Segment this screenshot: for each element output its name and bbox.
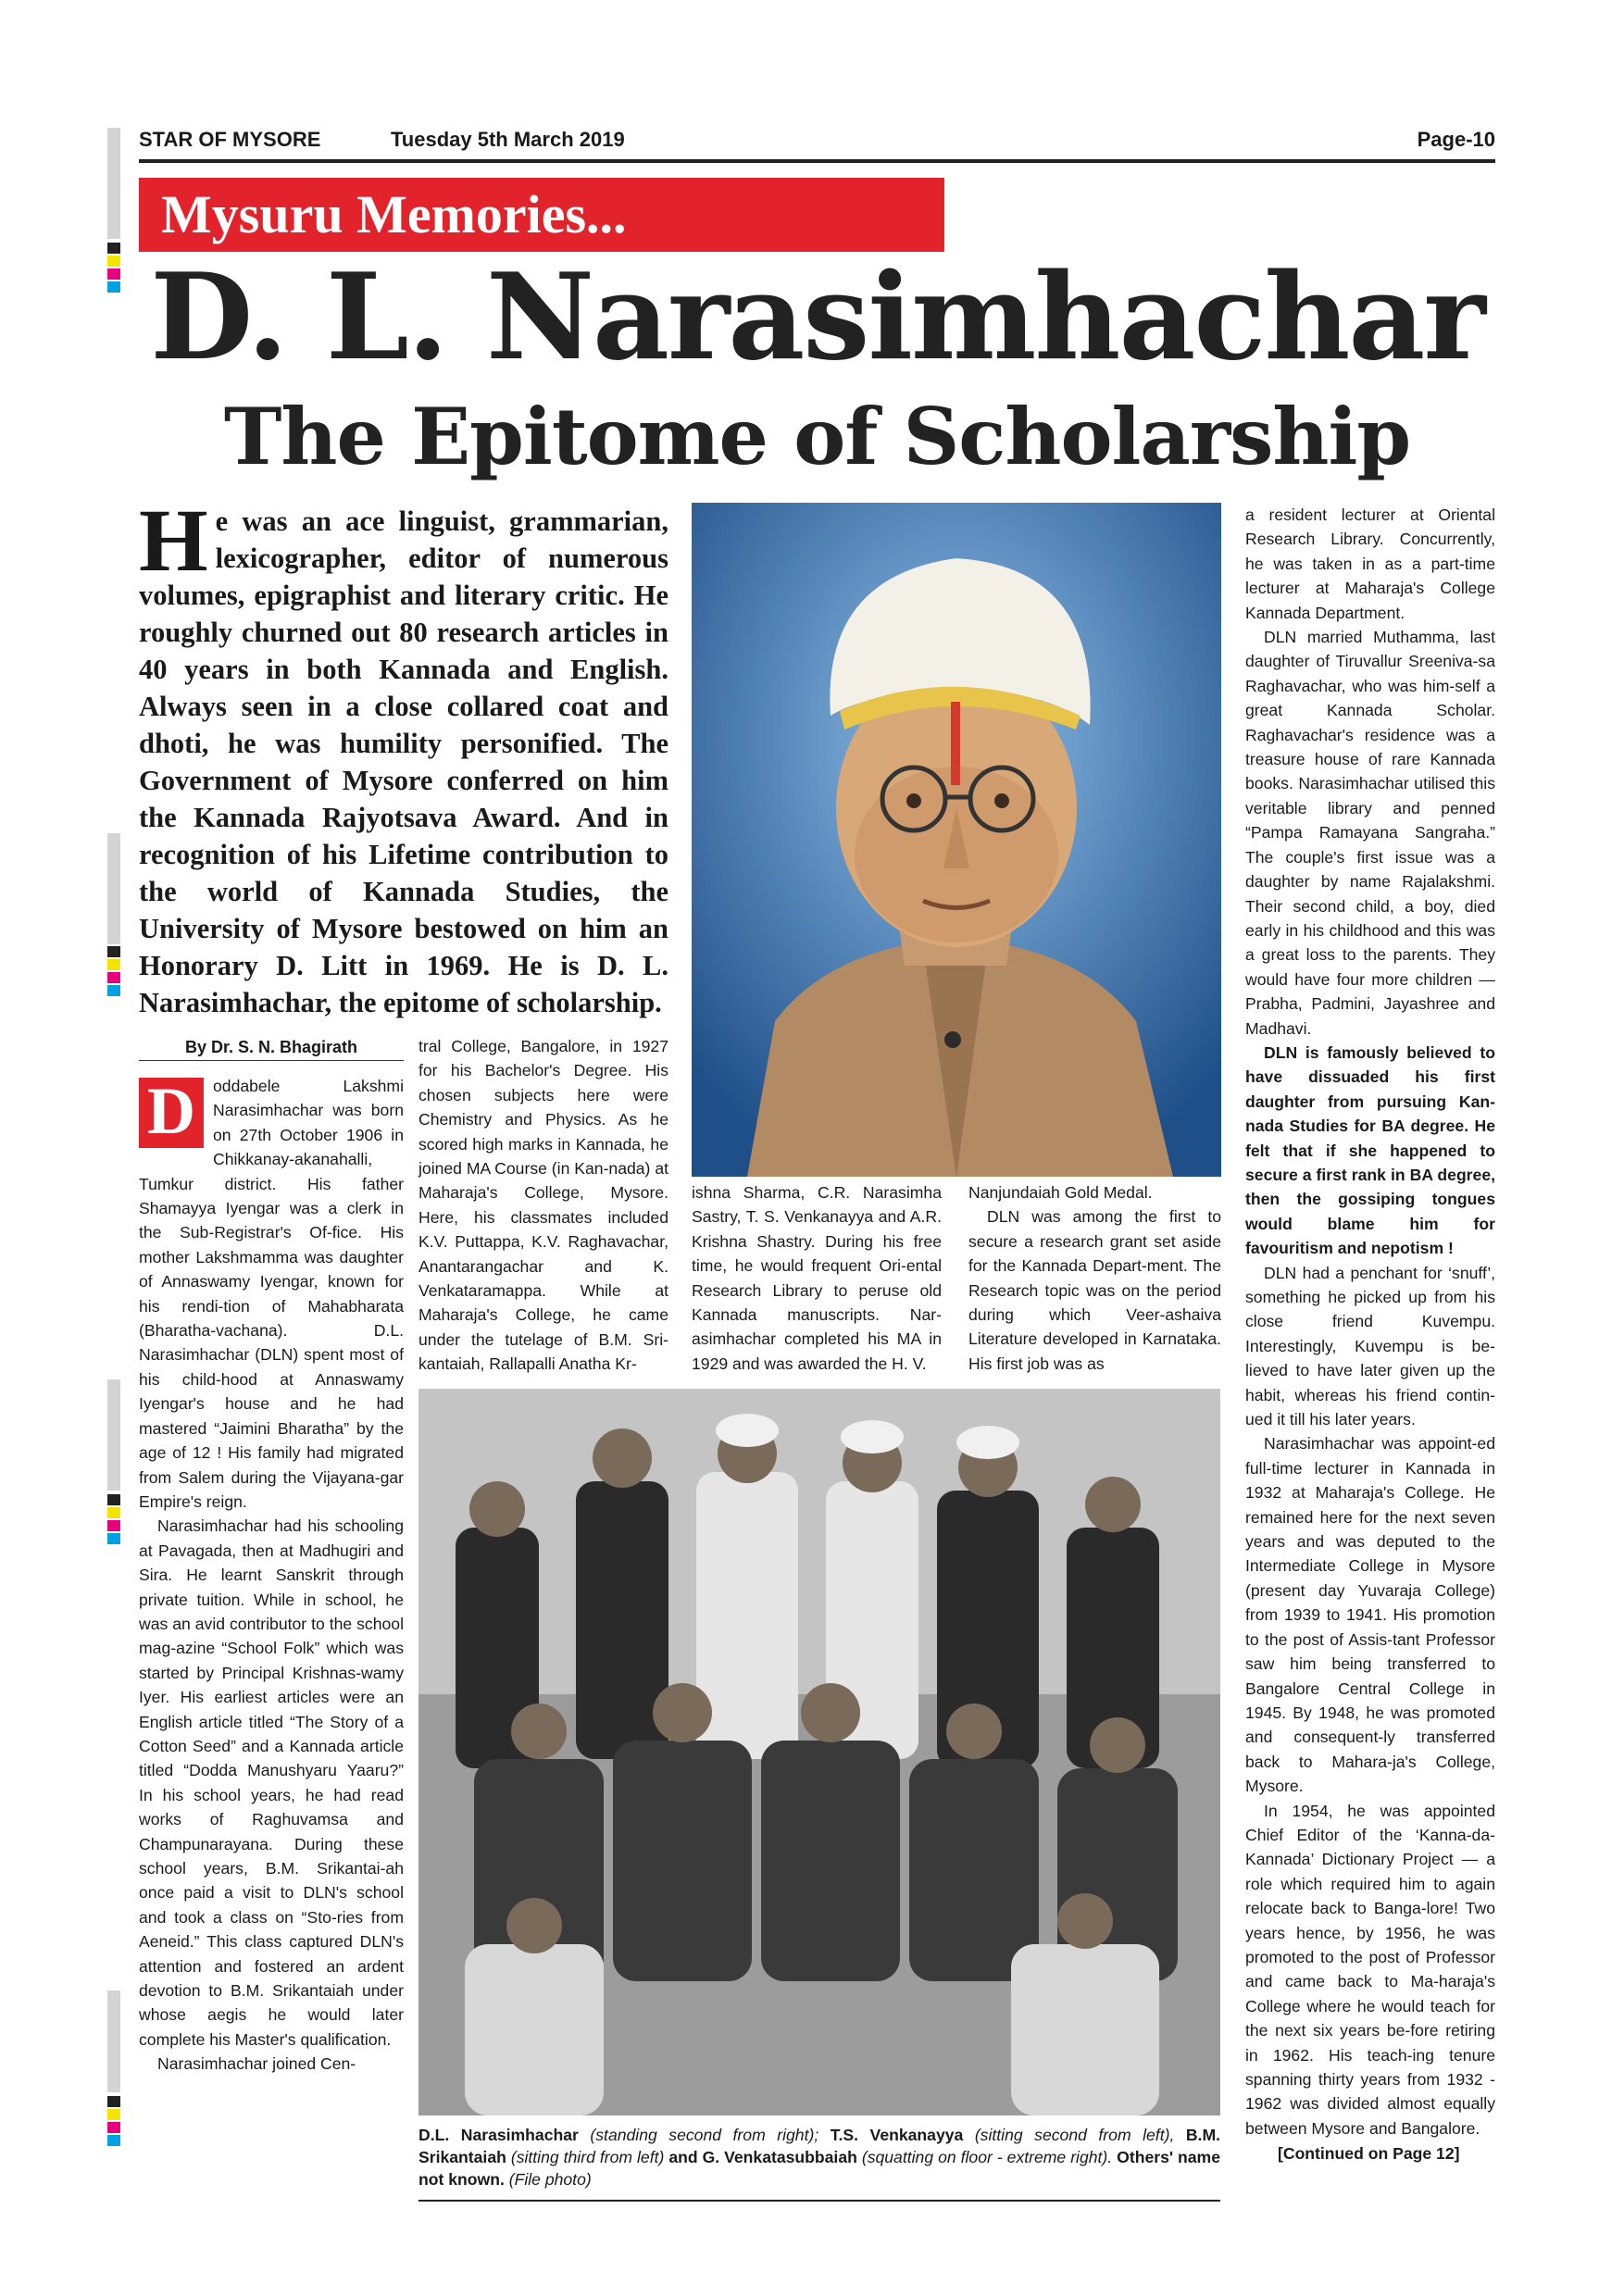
registration-swatch (107, 243, 120, 254)
article-paragraph: DLN married Muthamma, last daughter of Tiruvallur Sreeniva-sa Raghavachar, who was him-self a great Kannada Scholar. Raghavachar's residence was a treasure house of rare Kannada books. Narasimhachar utilised this veritable library and penned “Pampa Ramayana Sangraha.” The couple's first issue was a daughter by name Rajalakshmi. Their second child, a boy, died early in his childhood and this was a great loss to the parents. They would have four more children — Prabha, Padmini, Jayashree and Madhavi. (1245, 628, 1495, 1038)
issue-date: Tuesday 5th March 2019 (391, 128, 625, 151)
article-column-5 (1245, 503, 1495, 2140)
article-paragraph: ishna Sharma, C.R. Narasimha Sastry, T. S. Venkanayya and A.R. Krishna Shastry. During his free time, he would frequent Ori-ental Research Library to peruse old Kannada manuscripts. Nar-asimhachar completed his MA in 1929 and was awarded the H. V. (692, 1183, 942, 1373)
article-paragraph: In 1954, he was appointed Chief Editor of the ‘Kanna-da-Kannada’ Dictionary Project — a role which required him to again relocate back to Banga-lore! Two years hence, by 1956, he was promoted to the post of Professor and came back to Ma-haraja's College where he would teach for the next six years be-fore retiring in 1962. His teach-ing tenure spanning thirty years from 1932 - 1962 was divided almost equally between Mysore and Bangalore. (1245, 1801, 1495, 2138)
registration-swatch (107, 959, 120, 970)
registration-swatch (107, 946, 120, 957)
article-column-2 (418, 1034, 668, 1377)
group-photo (418, 1389, 1220, 2115)
registration-swatch (107, 268, 120, 280)
article-paragraph: DLN had a penchant for ‘snuff’, something he picked up from his close friend Kuvempu. Interestingly, Kuvempu is be-lieved to have later given up the habit, whereas his friend contin-ued it till his later years. (1245, 1263, 1495, 1429)
caption-name: T.S. Venkanayya (830, 2126, 964, 2144)
intro-dropcap: H (139, 491, 208, 590)
article-paragraph: Narasimhachar was appoint-ed full-time lecturer in Kannada in 1932 at Maharaja's College. He remained here for the next seven years and was deputed to the Intermediate College in Mysore (present day Yuvaraja College) from 1939 to 1941. His promotion to the post of Assis-tant Professor saw him being transferred to Bangalore Central College in 1945. By 1948, he was promoted and consequent-ly transferred back to Mahara-ja's College, Mysore. (1245, 1434, 1495, 1796)
registration-swatch (107, 256, 120, 267)
intro-text: e was an ace linguist, grammarian, lexicographer, editor of numerous volumes, epigraphist and literary critic. He roughly churned out 80 research articles in 40 years in both Kannada and English. Always seen in a close collared coat and dhoti, he was humility personified. The Government of Mysore conferred on him the Kannada Rajyotsava Award. And in recognition of his Lifetime contribution to the world of Kannada Studies, the University of Mysore bestowed on him an Honorary D. Litt in 1969. He is D. L. Narasimhachar, the epitome of scholarship. (139, 505, 668, 1018)
registration-swatch (107, 1494, 120, 1505)
headline: D. L. Narasimhachar (150, 248, 1484, 387)
continued-note: [Continued on Page 12] (1278, 2144, 1460, 2163)
registration-swatch (107, 972, 120, 983)
page-number: Page-10 (1417, 128, 1495, 151)
registration-swatch (107, 985, 120, 996)
article-paragraph: Narasimhachar joined Cen- (157, 2054, 356, 2074)
registration-swatch (107, 1533, 120, 1544)
registration-bar (107, 833, 120, 944)
article-dropcap: D (139, 1078, 204, 1148)
registration-swatch (107, 1520, 120, 1531)
article-paragraph: D oddabele Lakshmi Narasimhachar was born on 27th October 1906 in Chikkanay-akanahalli, Tumkur district. His father Shamayya Iyengar was a clerk in the Sub-Registrar's Of-fice. His mother Lakshmamma was daughter of Annaswamy Iyengar, known for his rendi-tion of Mahabharata (Bharatha-vachana). D.L. Narasimhachar (DLN) spent most of his child-hood at Annaswamy Iyengar's house and he had mastered “Jaimini Bharatha” by the age of 12 ! His family had migrated from Salem during the Vijayana-gar Empire's reign. (139, 1074, 404, 1511)
article-column-1 (139, 1074, 404, 2077)
registration-bar (107, 1990, 120, 2092)
article-paragraph: a resident lecturer at Oriental Research Library. Concurrently, he was taken in as a part-time lecturer at Maharaja's College Kannada Department. (1245, 505, 1495, 622)
caption-name: and G. Venkatasubbaiah (668, 2148, 857, 2166)
registration-swatch (107, 1507, 120, 1518)
article-paragraph (1245, 1041, 1495, 1261)
article-column-3 (692, 1180, 942, 1376)
registration-swatch (107, 2135, 120, 2146)
group-photo-illustration (418, 1389, 1220, 2115)
article-paragraph: tral College, Bangalore, in 1927 for his Bachelor's Degree. His chosen subjects here were Chemistry and Physics. As he scored high marks in Kannada, he joined MA Course (in Kan-nada) at Maharaja's College, Mysore. Here, his classmates included K.V. Puttappa, K.V. Raghavachar, Anantarangachar and K. Venkataramappa. While at Maharaja's College, he came under the tutelage of B.M. Sri-kantaiah, Rallapalli Anatha Kr- (418, 1037, 668, 1374)
photo-caption: D.L. Narasimhachar (standing second from right); T.S. Venkanayya (sitting second from left), B.M. Srikantaiah (sitting third from left) and G. Venkatasubbaiah (squatting on floor - extreme right). Others' name not known. (File photo) (418, 2124, 1220, 2190)
article-paragraph: Narasimhachar had his schooling at Pavagada, then at Madhugiri and Sira. He learnt Sanskrit through private tuition. While in school, he was an avid contributor to the school mag-azine “School Folk” which was started by Principal Krishnas-wamy Iyer. His earliest articles were an English article titled “The Story of a Cotton Seed” and a Kannada article titled “Dodda Manushyaru Yaaru?” In his school years, he had read works of Raghuvamsa and Champunarayana. During these school years, B.M. Srikantai-ah once paid a visit to DLN's school and took a class on “Sto-ries from Aeneid.” This class captured DLN's attention and fostered an ardent devotion to B.M. Srikantaiah under whose aegis he would later complete his Master's qualification. (139, 1516, 404, 2049)
caption-name: D.L. Narasimhachar (418, 2126, 579, 2144)
page-header (139, 128, 1495, 157)
registration-swatch (107, 2109, 120, 2120)
registration-swatch (107, 2122, 120, 2133)
intro-paragraph (139, 491, 668, 1021)
caption-name: Others' name not known. (418, 2148, 1220, 2189)
portrait-illustration (692, 503, 1221, 1177)
registration-swatch (107, 2096, 120, 2107)
registration-swatch (107, 281, 120, 293)
article-column-4 (968, 1180, 1221, 1376)
newspaper-name: STAR OF MYSORE (139, 128, 321, 151)
section-kicker: Mysuru Memories... (139, 178, 944, 252)
portrait-photo (692, 503, 1221, 1177)
highlighted-text: DLN is famously believed to have dissuaded his first daughter from pursuing Kan-nada Studies for BA degree. He felt that if she happened to secure a first rank in BA degree, then the gossiping tongues would blame him for favouritism and nepotism ! (1245, 1042, 1495, 1258)
caption-rule (418, 2200, 1220, 2202)
registration-bar (107, 1379, 120, 1491)
subheadline: The Epitome of Scholarship (223, 391, 1411, 482)
caption-name: B.M. Srikantaiah (418, 2126, 1220, 2166)
article-paragraph: Nanjundaiah Gold Medal. (968, 1183, 1153, 1202)
byline: By Dr. S. N. Bhagirath (139, 1034, 404, 1061)
article-paragraph: DLN was among the first to secure a research grant set aside for the Kannada Depart-ment. The Research topic was on the period during which Veer-ashaiva Literature developed in Karnataka. His first job was as (968, 1207, 1221, 1373)
registration-bar (107, 128, 120, 239)
header-rule (139, 159, 1495, 163)
